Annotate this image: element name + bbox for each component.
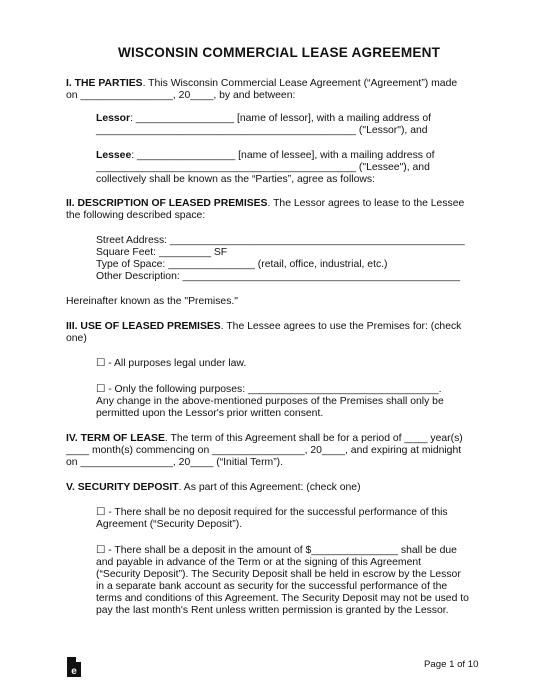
- lessee-line-1: [96, 150, 435, 162]
- parties-intro-line-1: [66, 78, 457, 90]
- svg-text:e: e: [71, 666, 77, 677]
- parties-intro-line-2: on ________________, 20____, by and between:: [66, 90, 296, 101]
- deposit-text-1: . As part of this Agreement: (check one): [178, 482, 361, 493]
- term-text-1: . The term of this Agreement shall be for a period of ____ year(s): [164, 433, 463, 444]
- use-heading: III. USE OF LEASED PREMISES: [66, 321, 221, 332]
- lessee-line-2: _____________________________________________ ("Lessee"), and: [96, 162, 430, 173]
- page-number: Page 1 of 10: [424, 659, 479, 670]
- document-title: WISCONSIN COMMERCIAL LEASE AGREEMENT: [118, 45, 441, 60]
- use-line-1: [66, 321, 461, 333]
- premises-heading: II. DESCRIPTION OF LEASED PREMISES: [66, 198, 268, 209]
- term-line-3: on ________________, 20____ (“Initial Term”).: [66, 457, 284, 468]
- deposit-option-none[interactable]: ☐ - There shall be no deposit required for the successful performance of this: [96, 507, 448, 518]
- lessee-line-1-text: : _________________ [name of lessee], with a mailing address of: [131, 150, 435, 161]
- deposit-option-amount-line-5: terms and conditions of this Agreement. The Security Deposit may not be used to: [96, 593, 469, 604]
- lessor-line-2: _____________________________________________ ("Lessor"), and: [96, 125, 428, 136]
- parties-heading: I. THE PARTIES: [66, 78, 143, 89]
- premises-line-1: [66, 198, 464, 210]
- eforms-logo-icon: [66, 656, 82, 678]
- use-option-note-1: Any change in the above-mentioned purposes of the Premises shall only be: [96, 396, 444, 407]
- deposit-line-1: [66, 482, 361, 494]
- premises-line-2: the following described space:: [66, 210, 206, 221]
- square-feet-field[interactable]: Square Feet: _________ SF: [96, 247, 228, 258]
- street-address-field[interactable]: Street Address: ___________________________________________________: [96, 235, 465, 246]
- use-option-following-purposes[interactable]: ☐ - Only the following purposes: _________________________________.: [96, 384, 442, 395]
- deposit-option-amount-line-2: and payable in advance of the Term or at the signing of this Agreement: [96, 557, 422, 568]
- type-of-space-field[interactable]: Type of Space: _______________ (retail, office, industrial, etc.): [96, 259, 388, 270]
- use-line-2: one): [66, 333, 87, 344]
- parties-intro-text: . This Wisconsin Commercial Lease Agreement (“Agreement”) made: [142, 78, 458, 89]
- deposit-option-amount[interactable]: ☐ - There shall be a deposit in the amount of $_______________ shall be due: [96, 545, 457, 556]
- deposit-option-none-line-2: Agreement (“Security Deposit”).: [96, 519, 243, 530]
- deposit-heading: V. SECURITY DEPOSIT: [66, 482, 179, 493]
- use-text-1: . The Lessee agrees to use the Premises for: (check: [220, 321, 462, 332]
- term-line-2: ____ month(s) commencing on ________________, 20____, and expiring at midnight: [66, 445, 462, 456]
- other-description-field[interactable]: Other Description: ________________________________________________: [96, 271, 461, 282]
- lessor-label: Lessor: [96, 113, 131, 124]
- use-option-all-purposes[interactable]: ☐ - All purposes legal under law.: [96, 358, 247, 369]
- lessor-line-1-text: : _________________ [name of lessor], with a mailing address of: [130, 113, 432, 124]
- term-heading: IV. TERM OF LEASE: [66, 433, 165, 444]
- lessee-line-3: collectively shall be known as the “Parties”, agree as follows:: [96, 174, 375, 185]
- lessee-label: Lessee: [96, 150, 132, 161]
- term-line-1: [66, 433, 463, 445]
- lessor-line-1: [96, 113, 431, 125]
- deposit-option-amount-line-3: (“Security Deposit”). The Security Deposit shall be held in escrow by the Lessor: [96, 569, 461, 580]
- use-option-note-2: permitted upon the Lessor's prior written consent.: [96, 408, 324, 419]
- premises-hereinafter: Hereinafter known as the "Premises.": [66, 296, 238, 307]
- deposit-option-amount-line-4: in a separate bank account as security for the successful performance of the: [96, 581, 448, 592]
- premises-text-1: . The Lessor agrees to lease to the Lessee: [267, 198, 465, 209]
- deposit-option-amount-line-6: pay the last month's Rent unless written permission is granted by the Lessor.: [96, 605, 449, 616]
